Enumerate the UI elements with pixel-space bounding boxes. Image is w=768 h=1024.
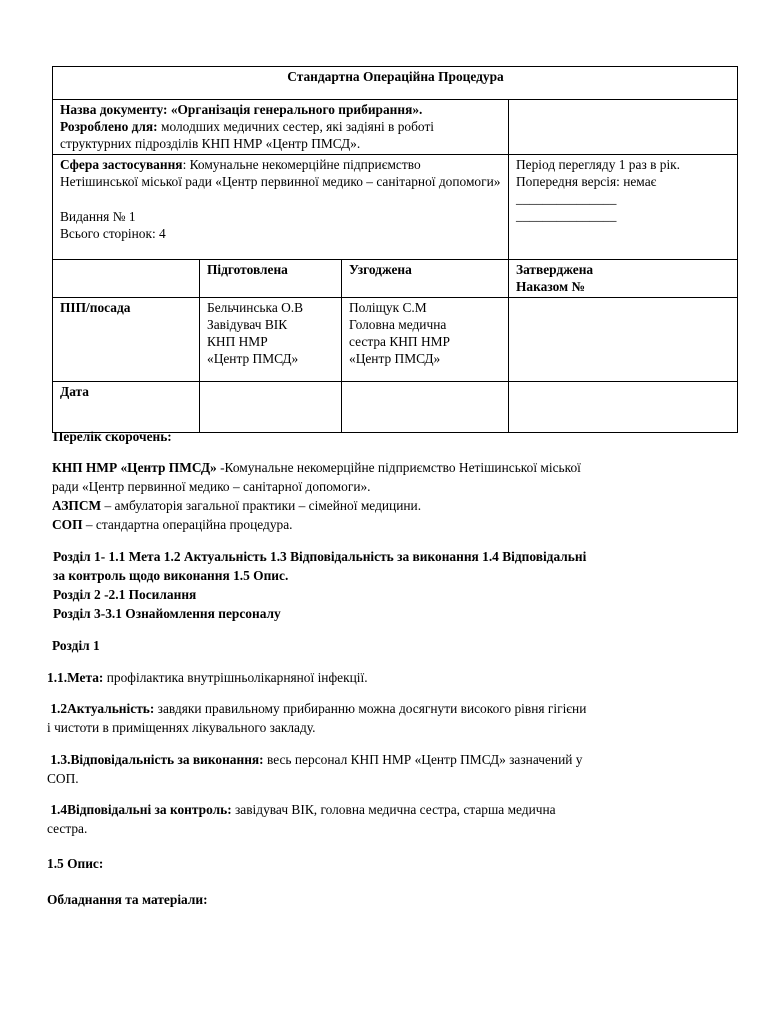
description-label: 1.5 Опис: (47, 856, 104, 871)
sop-header-table (52, 66, 738, 433)
scope-value: : Комунальне некомерційне підприємство Нетішинської міської ради «Центр первинної медико – санітарної допомоги» (60, 157, 501, 189)
doc-name-label: Назва документу: (60, 102, 168, 117)
abbrev-sop-def: – стандартна операційна процедура. (82, 517, 293, 532)
developed-value: молодших медичних сестер, які задіяні в роботі структурних підрозділів КНП НМР «Центр ПМСД». (60, 119, 435, 151)
control-label: 1.4Відповідальні за контроль: (50, 802, 232, 817)
col-prepared: Підготовлена (200, 260, 342, 298)
prepared-cell (200, 298, 342, 382)
goal-text: профілактика внутрішньолікарняної інфекції. (103, 670, 368, 685)
date-agreed-cell (342, 382, 509, 433)
col-approved-line2: Наказом № (516, 279, 585, 294)
col-approved (509, 260, 738, 298)
resp-text-cont: СОП. (47, 771, 79, 786)
control-paragraph (47, 800, 687, 838)
relevance-text-cont: і чистоти в приміщеннях лікувального закладу. (47, 720, 316, 735)
underline-2: _______________ (516, 208, 617, 223)
abbrev-knp (52, 458, 702, 477)
toc-line: за контроль щодо виконання 1.5 Опис. (53, 568, 289, 583)
row-position-label: ПІП/посада (53, 298, 200, 382)
underline-1: _______________ (516, 191, 617, 206)
resp-text: весь персонал КНП НМР «Центр ПМСД» зазначений у (263, 752, 583, 767)
control-text-cont: сестра. (47, 821, 88, 836)
relevance-paragraph (47, 699, 687, 737)
abbrev-azpsm-def: – амбулаторія загальної практики – сімейної медицини. (101, 498, 422, 513)
doc-info-cell (53, 100, 509, 155)
approved-cell (509, 298, 738, 382)
abbrev-azpsm-term: АЗПСМ (52, 498, 102, 513)
toc-line: Розділ 2 -2.1 Посилання (53, 587, 197, 602)
date-approved-cell (509, 382, 738, 433)
prev-version-text: Попередня версія: немає (516, 174, 657, 189)
agreed-line: «Центр ПМСД» (349, 351, 441, 366)
prepared-line: «Центр ПМСД» (207, 351, 299, 366)
prepared-line: Завідувач ВІК (207, 317, 288, 332)
prepared-line: Бельчинська О.В (207, 300, 304, 315)
responsibility-paragraph (47, 750, 687, 788)
doc-name-value: «Організація генерального прибирання». (170, 102, 423, 117)
toc-block (53, 547, 703, 623)
edition-text: Видання № 1 (60, 209, 136, 224)
resp-label: 1.3.Відповідальність за виконання: (50, 752, 264, 767)
col-approved-line1: Затверджена (516, 262, 594, 277)
abbrev-knp-term: КНП НМР «Центр ПМСД» (52, 460, 217, 475)
section1-title: Розділ 1 (52, 638, 100, 653)
sop-title: Стандартна Операційна Процедура (53, 67, 738, 100)
scope-label: Сфера застосування (60, 157, 183, 172)
relevance-label: 1.2Актуальність: (50, 701, 155, 716)
abbrev-knp-def: -Комунальне некомерційне підприємство Нетішинської міської (216, 460, 581, 475)
empty-header-cell (53, 260, 200, 298)
col-agreed: Узгоджена (342, 260, 509, 298)
abbrev-sop (52, 515, 702, 534)
relevance-text: завдяки правильному прибиранню можна досягнути високого рівня гігієни (154, 701, 587, 716)
review-cell (509, 155, 738, 260)
abbrev-list (52, 458, 702, 534)
equipment-label: Обладнання та матеріали: (47, 892, 208, 907)
agreed-cell (342, 298, 509, 382)
abbrev-azpsm (52, 496, 702, 515)
abbrev-sop-term: СОП (52, 517, 83, 532)
control-text: завідувач ВІК, головна медична сестра, старша медична (231, 802, 556, 817)
goal-label: 1.1.Мета: (47, 670, 104, 685)
toc-line: Розділ 1- 1.1 Мета 1.2 Актуальність 1.3 Відповідальність за виконання 1.4 Відповідальні (53, 549, 587, 564)
developed-label: Розроблено для: (60, 119, 158, 134)
prepared-line: КНП НМР (207, 334, 268, 349)
scope-cell (53, 155, 509, 260)
review-period-text: Період перегляду 1 раз в рік. (516, 157, 681, 172)
agreed-line: сестра КНП НМР (349, 334, 450, 349)
pages-text: Всього сторінок: 4 (60, 226, 166, 241)
row-date-label: Дата (53, 382, 200, 433)
goal-paragraph (47, 668, 687, 687)
abbrev-knp-cont: ради «Центр первинної медико – санітарної допомоги». (52, 479, 371, 494)
toc-line: Розділ 3-3.1 Ознайомлення персоналу (53, 606, 281, 621)
agreed-line: Поліщук С.М (349, 300, 427, 315)
abbrev-title: Перелік скорочень: (53, 429, 172, 444)
empty-info-cell (509, 100, 738, 155)
date-prepared-cell (200, 382, 342, 433)
agreed-line: Головна медична (349, 317, 447, 332)
